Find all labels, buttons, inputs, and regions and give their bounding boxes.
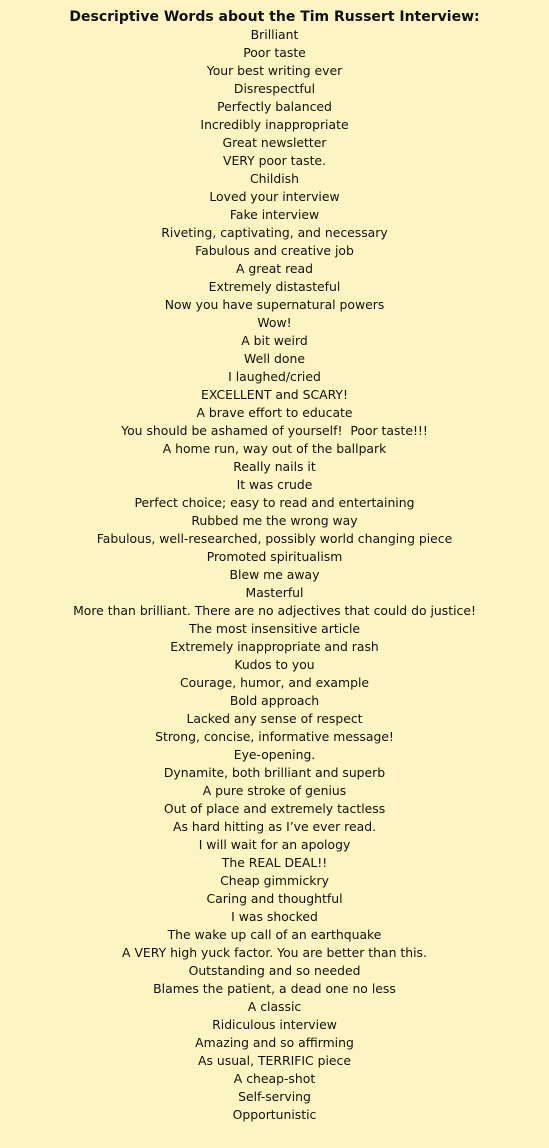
- list-item: Childish: [249, 171, 299, 186]
- descriptive-word-list: [0, 26, 549, 1124]
- list-item: Perfectly balanced: [217, 99, 332, 114]
- list-item: Masterful: [245, 585, 304, 600]
- list-item: Fabulous and creative job: [195, 243, 354, 258]
- list-item: Bold approach: [229, 693, 320, 708]
- list-item: Fabulous, well-researched, possibly world changing piece: [96, 531, 453, 546]
- list-item: Disrespectful: [233, 81, 316, 96]
- list-item: Cheap gimmickry: [220, 873, 329, 888]
- list-item: Self-serving: [238, 1089, 311, 1104]
- list-item: Incredibly inappropriate: [200, 117, 349, 132]
- list-item: Dynamite, both brilliant and superb: [163, 765, 386, 780]
- list-item: Ridiculous interview: [212, 1017, 337, 1032]
- list-item: More than brilliant. There are no adjectives that could do justice!: [73, 603, 476, 618]
- list-item: As hard hitting as I’ve ever read.: [172, 819, 377, 834]
- list-item: Blew me away: [229, 567, 320, 582]
- list-item: A classic: [247, 999, 302, 1014]
- list-item: I will wait for an apology: [198, 837, 351, 852]
- list-item: Caring and thoughtful: [206, 891, 343, 906]
- list-item: Riveting, captivating, and necessary: [161, 225, 388, 240]
- list-item: Out of place and extremely tactless: [163, 801, 386, 816]
- list-item: Blames the patient, a dead one no less: [153, 981, 396, 996]
- list-item: The most insensitive article: [188, 621, 361, 636]
- list-item: A VERY high yuck factor. You are better than this.: [122, 945, 427, 960]
- list-item: A great read: [235, 261, 314, 276]
- list-item: The REAL DEAL!!: [221, 855, 328, 870]
- list-item: Opportunistic: [232, 1107, 317, 1122]
- list-item: The wake up call of an earthquake: [167, 927, 382, 942]
- list-item: Fake interview: [229, 207, 320, 222]
- list-item: Strong, concise, informative message!: [155, 729, 394, 744]
- list-item: Rubbed me the wrong way: [191, 513, 358, 528]
- list-item: A brave effort to educate: [196, 405, 353, 420]
- list-item: A bit weird: [241, 333, 308, 348]
- page-title: Descriptive Words about the Tim Russert Interview:: [69, 9, 480, 25]
- list-item: Eye-opening.: [233, 747, 316, 762]
- list-item: Lacked any sense of respect: [186, 711, 363, 726]
- list-item: It was crude: [236, 477, 313, 492]
- list-item: A cheap-shot: [233, 1071, 316, 1086]
- list-item: Now you have supernatural powers: [164, 297, 385, 312]
- list-item: You should be ashamed of yourself! Poor taste!!!: [121, 423, 428, 438]
- list-item: Courage, humor, and example: [179, 675, 370, 690]
- list-item: EXCELLENT and SCARY!: [201, 387, 348, 402]
- list-item: Extremely distasteful: [208, 279, 341, 294]
- list-item: Your best writing ever: [206, 63, 343, 78]
- list-item: I laughed/cried: [228, 369, 321, 384]
- list-item: Extremely inappropriate and rash: [170, 639, 379, 654]
- list-item: Perfect choice; easy to read and entertaining: [134, 495, 415, 510]
- list-item: VERY poor taste.: [222, 153, 326, 168]
- list-item: I was shocked: [231, 909, 318, 924]
- list-item: Loved your interview: [209, 189, 340, 204]
- list-item: Amazing and so affirming: [195, 1035, 354, 1050]
- list-item: Really nails it: [233, 459, 316, 474]
- list-item: Poor taste: [243, 45, 306, 60]
- list-item: Kudos to you: [234, 657, 315, 672]
- list-item: Wow!: [257, 315, 292, 330]
- list-item: As usual, TERRIFIC piece: [198, 1053, 351, 1068]
- list-item: Great newsletter: [222, 135, 327, 150]
- list-item: A home run, way out of the ballpark: [162, 441, 387, 456]
- list-item: Outstanding and so needed: [188, 963, 361, 978]
- list-item: Well done: [244, 351, 305, 366]
- list-item: A pure stroke of genius: [202, 783, 347, 798]
- list-item: Brilliant: [250, 27, 299, 42]
- list-item: Promoted spiritualism: [206, 549, 343, 564]
